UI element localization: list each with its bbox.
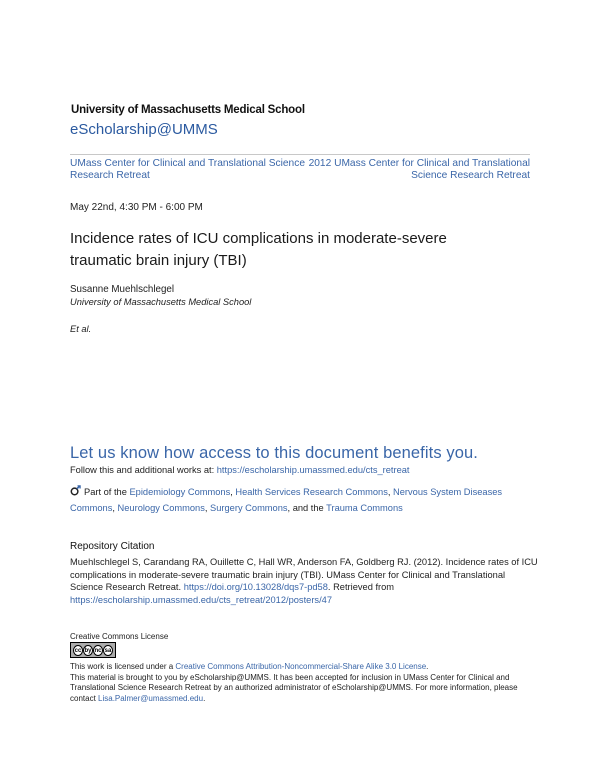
citation-body: [70, 556, 540, 606]
cc-license-badge[interactable]: [70, 642, 116, 658]
doi-link[interactable]: https://doi.org/10.13028/dqs7-pd58: [183, 582, 328, 592]
part-of-commons: Part of the Epidemiology Commons, Health Services Research Commons, Nervous System Diseases Commons, Neurology Commons, Surgery Commons, and the Trauma Commons: [70, 487, 503, 513]
commons-link[interactable]: Trauma Commons: [326, 502, 403, 513]
citation-text: Muehlschlegel S, Carandang RA, Ouillette C, Hall WR, Anderson FA, Goldberg RJ. (2012). Incidence rates of ICU complications in moderate-severe traumatic brain injury (TBI). UMass Center for Clinical and Translational Science Research Retreat.: [70, 557, 538, 592]
follow-prefix: Follow this and additional works at:: [70, 465, 217, 475]
and-the-text: , and the: [287, 502, 327, 513]
event-date: May 22nd, 4:30 PM - 6:00 PM: [70, 202, 203, 213]
license-text: [70, 662, 540, 704]
commons-link[interactable]: Neurology Commons: [117, 502, 205, 513]
license-prefix: This work is licensed under a: [70, 662, 176, 671]
institution-name: University of Massachusetts Medical School: [71, 104, 305, 116]
commons-link[interactable]: Epidemiology Commons: [129, 487, 231, 497]
author-affiliation: University of Massachusetts Medical School: [70, 297, 252, 307]
collection-link-right[interactable]: 2012 UMass Center for Clinical and Translational Science Research Retreat: [308, 158, 530, 181]
benefits-link[interactable]: Let us know how access to this document benefits you.: [70, 444, 478, 462]
author-name: Susanne Muehlschlegel: [70, 284, 175, 295]
nc-icon: nc: [93, 645, 103, 656]
follow-link[interactable]: https://escholarship.umassmed.edu/cts_retreat: [216, 465, 410, 475]
contact-email-link[interactable]: Lisa.Palmer@umassmed.edu: [98, 693, 204, 703]
commons-link[interactable]: Nervous System Diseases Commons: [70, 487, 503, 513]
retrieved-prefix: . Retrieved from: [327, 582, 395, 592]
repository-name[interactable]: eScholarship@UMMS: [70, 121, 218, 138]
open-access-icon: [70, 485, 81, 496]
commons-link[interactable]: Health Services Research Commons: [235, 487, 388, 497]
commons-link[interactable]: Surgery Commons: [210, 502, 288, 513]
availability-text: This material is brought to you by eScholarship@UMMS. It has been accepted for inclusion in UMass Center for Clinical and Translational Science Research Retreat by an authorized administrator of eScholarship@UMMS. For more information, please contact: [70, 672, 518, 703]
follow-line: [70, 465, 410, 475]
sa-icon: sa: [103, 645, 113, 656]
by-icon: by: [83, 645, 93, 656]
citation-heading: Repository Citation: [70, 541, 155, 552]
collection-link-left[interactable]: UMass Center for Clinical and Translational Science Research Retreat: [70, 158, 305, 181]
et-al: Et al.: [70, 324, 92, 334]
license-heading: Creative Commons License: [70, 632, 169, 641]
retrieved-link[interactable]: https://escholarship.umassmed.edu/cts_retreat/2012/posters/47: [70, 594, 333, 605]
cc-icon: cc: [73, 645, 83, 656]
part-of-prefix: Part of the: [84, 487, 130, 497]
availability-note: This material is brought to you by eScholarship@UMMS. It has been accepted for inclusion in UMass Center for Clinical and Translational Science Research Retreat by an authorized administrator of eScholarship@UMMS. For more information, please contact Lisa.Palmer@umassmed.edu.: [70, 672, 518, 703]
paper-title: Incidence rates of ICU complications in moderate-severe traumatic brain injury (TBI): [70, 230, 447, 269]
license-link[interactable]: Creative Commons Attribution-Noncommercial-Share Alike 3.0 License: [175, 662, 427, 671]
license-line: This work is licensed under a Creative Commons Attribution-Noncommercial-Share Alike 3.0 License.: [70, 662, 429, 671]
divider: [70, 154, 530, 155]
